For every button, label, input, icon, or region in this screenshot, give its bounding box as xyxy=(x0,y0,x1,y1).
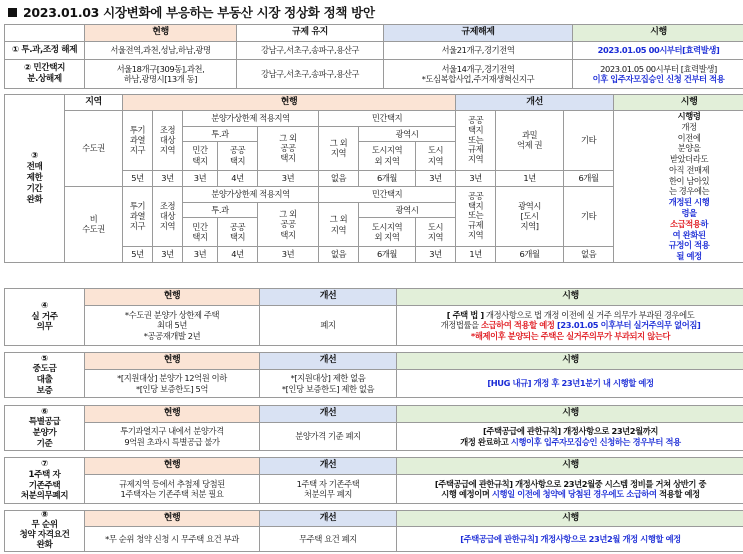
cell: 분양가격 기준 폐지 xyxy=(260,423,397,451)
col-jojeong: 조정 대상 지역 xyxy=(153,186,183,246)
row-label: ⑦ 1주택 자 기존주택 처분의무폐지 xyxy=(5,458,85,504)
cell: 서울전역,과천,성남,하남,광명 xyxy=(85,42,237,60)
cell: *[지원대상] 제한 없음 *[인당 보증한도] 제한 없음 xyxy=(260,370,397,398)
row-label: ⑤ 중도금 대출 보증 xyxy=(5,353,85,398)
cell: 1주택 자 기존주택 처분의무 폐지 xyxy=(260,475,397,504)
col-tugwa: 투기 과열 지구 xyxy=(123,111,153,171)
header-improve: 개선 xyxy=(260,406,397,423)
header-keep: 규제 유지 xyxy=(237,25,384,42)
val: 3년 xyxy=(456,170,496,186)
col-gwangyeok: 광역시 xyxy=(359,203,456,218)
col-gwamil: 과밀 억제 권 xyxy=(496,111,564,171)
col-tu-gwa: 투.과 xyxy=(183,127,258,142)
row-label: ④ 실 거주 의무 xyxy=(5,289,85,346)
header-exec: 시행 xyxy=(397,511,743,527)
header-improve: 개선 xyxy=(260,458,397,475)
cell: [주택공급에 관한규칙] 개정사항으로 23년2월까지 개정 완료하고 시행이후 입주자모집승인 신청하는 경우부터 적용 xyxy=(397,423,743,451)
header-improve: 개선 xyxy=(456,95,614,111)
header-region: 지역 xyxy=(65,95,123,111)
val: 6개월 xyxy=(359,246,416,262)
val: 5년 xyxy=(123,246,153,262)
header-exec: 시행 xyxy=(397,458,743,475)
header-current: 현행 xyxy=(85,406,260,423)
header-improve: 개선 xyxy=(260,511,397,527)
col-gita: 기타 xyxy=(564,186,614,246)
col-dosi-oe: 도시지역 외 지역 xyxy=(359,141,416,170)
cell: [ 주택 법 ] 개정사항으로 법 개정 이전에 실 거주 의무가 부과된 경우에도 개정법률을 소급하여 적용할 예정 [23.01.05 이후부터 실거주의무 없어짐] *해제이후 분양되는 주택은 실거주의무가 부과되지 않는다 xyxy=(397,306,743,346)
cell: 강남구,서초구,송파구,용산구 xyxy=(237,60,384,89)
col-gonggong-taekji: 공공 택지 xyxy=(218,218,258,247)
col-gita: 기타 xyxy=(564,111,614,171)
header-improve: 개선 xyxy=(260,353,397,370)
val: 5년 xyxy=(123,170,153,186)
region-capital: 수도권 xyxy=(65,111,123,187)
col-dosi: 도시 지역 xyxy=(416,218,456,247)
header-current: 현행 xyxy=(85,458,260,475)
val: 4년 xyxy=(218,246,258,262)
cell: 서울21개구,경기전역 xyxy=(384,42,573,60)
col-gwangyeok: 광역시 xyxy=(359,127,456,142)
region-noncapital: 비 수도권 xyxy=(65,186,123,262)
val: 3년 xyxy=(183,170,218,186)
col-mingan: 민간택지 xyxy=(319,186,456,203)
col-gonggong-taekji: 공공 택지 xyxy=(218,141,258,170)
row-label-resale: ③ 전매 제한 기간 완화 xyxy=(5,95,65,263)
col-gwangyeok-dosi: 광역시 [도시 지역] xyxy=(496,186,564,246)
col-mingan-taekji: 민간 택지 xyxy=(183,141,218,170)
col-geuoe-gonggong: 그 외 공공 택지 xyxy=(258,127,319,171)
cell: 강남구,서초구,송파구,용산구 xyxy=(237,42,384,60)
empty-header-cell xyxy=(5,25,85,42)
header-exec: 시행 xyxy=(397,353,743,370)
col-geuoe-region: 그 외 지역 xyxy=(319,203,359,247)
row-label-bunsang: ② 민간택지 분.상해제 xyxy=(5,60,85,89)
header-exec: 시행 xyxy=(397,289,743,306)
header-current: 현행 xyxy=(85,353,260,370)
col-tugwa: 투기 과열 지구 xyxy=(123,186,153,246)
col-dosi: 도시 지역 xyxy=(416,141,456,170)
header-current: 현행 xyxy=(123,95,456,111)
table-resale-restriction xyxy=(4,94,743,263)
cell: [HUG 내규] 개정 후 23년1분기 내 시행할 예정 xyxy=(397,370,743,398)
table-residence-duty xyxy=(4,288,743,346)
col-bunsang: 분양가상한제 적용지역 xyxy=(183,186,319,203)
square-bullet-icon xyxy=(8,8,17,17)
cell: *수도권 분양가 상한제 주택 최대 5년 *공공재개발 2년 xyxy=(85,306,260,346)
header-exec: 시행 xyxy=(573,25,743,42)
cell: *무 순위 청약 신청 시 무주택 요건 부과 xyxy=(85,527,260,552)
cell: 서울18개구[309동],과천, 하남,광명시[13개 동] xyxy=(85,60,237,89)
val: 3년 xyxy=(258,170,319,186)
val: 3년 xyxy=(183,246,218,262)
cell: 폐지 xyxy=(260,306,397,346)
val: 1년 xyxy=(456,246,496,262)
row-label: ⑧ 무 순위 청약 자격요건 완화 xyxy=(5,511,85,552)
col-mingan: 민간택지 xyxy=(319,111,456,127)
table-one-house xyxy=(4,457,743,504)
col-gonggong-gyuje: 공공 택지 또는 규제 지역 xyxy=(456,186,496,246)
col-jojeong: 조정 대상 지역 xyxy=(153,111,183,171)
table-interim-loan xyxy=(4,352,743,398)
val: 3년 xyxy=(153,170,183,186)
val: 1년 xyxy=(496,170,564,186)
cell: 서울14개구,경기전역 *도심복합사업,주거재생혁신지구 xyxy=(384,60,573,89)
val: 6개월 xyxy=(564,170,614,186)
header-current: 현행 xyxy=(85,25,237,42)
page-title: 2023.01.03 시장변화에 부응하는 부동산 시장 정상화 정책 방안 xyxy=(8,3,375,21)
col-dosi-oe: 도시지역 외 지역 xyxy=(359,218,416,247)
header-release: 규제해제 xyxy=(384,25,573,42)
val: 없음 xyxy=(564,246,614,262)
header-current: 현행 xyxy=(85,511,260,527)
val: 3년 xyxy=(416,246,456,262)
cell: *[지원대상] 분양가 12억원 이하 *[인당 보증한도] 5억 xyxy=(85,370,260,398)
table-unranked-subscription xyxy=(4,510,743,552)
cell: 2023.01.05 00시부터[효력발생] xyxy=(573,42,743,60)
header-improve: 개선 xyxy=(260,289,397,306)
header-exec: 시행 xyxy=(614,95,743,111)
exec-note: 시행령 개정 이전에 분양을 받았더라도 아직 전매제 한이 남아있 는 경우에는 개정된 시행 령을 소급적용하 여 완화된 규정이 적용 될 예정 xyxy=(614,111,743,263)
cell: 무주택 요건 폐지 xyxy=(260,527,397,552)
val: 없음 xyxy=(319,170,359,186)
col-geuoe-gonggong: 그 외 공공 택지 xyxy=(258,203,319,247)
header-current: 현행 xyxy=(85,289,260,306)
col-tu-gwa: 투.과 xyxy=(183,203,258,218)
col-mingan-taekji: 민간 택지 xyxy=(183,218,218,247)
val: 없음 xyxy=(319,246,359,262)
val: 3년 xyxy=(258,246,319,262)
val: 3년 xyxy=(416,170,456,186)
table-special-supply xyxy=(4,405,743,451)
cell: 규제지역 등에서 추첨제 당첨된 1주택자는 기존주택 처분 필요 xyxy=(85,475,260,504)
table-regulation-release xyxy=(4,24,743,89)
row-label: ⑥ 특별공급 분양가 기준 xyxy=(5,406,85,451)
cell: 투기과열지구 내에서 분양가격 9억원 초과시 특별공급 불가 xyxy=(85,423,260,451)
val: 4년 xyxy=(218,170,258,186)
cell: [주택공급에 관한규칙] 개정사항으로 23년2월중 시스템 정비를 거쳐 상반기 중 시행 예정이며 시행일 이전에 청약에 당첨된 경우에도 소급하여 적용할 예정 xyxy=(397,475,743,504)
val: 6개월 xyxy=(496,246,564,262)
cell: [주택공급에 관한규칙] 개정사항으로 23년2월 개정 시행할 예정 xyxy=(397,527,743,552)
header-exec: 시행 xyxy=(397,406,743,423)
cell: 2023.01.05 00시부터 [효력발생] 이후 입주자모집승인 신청 건부터 적용 xyxy=(573,60,743,89)
col-gonggong-gyuje: 공공 택지 또는 규제 지역 xyxy=(456,111,496,171)
val: 3년 xyxy=(153,246,183,262)
val: 6개월 xyxy=(359,170,416,186)
row-label-tugwa: ① 투.과,조정 해제 xyxy=(5,42,85,60)
col-bunsang: 분양가상한제 적용지역 xyxy=(183,111,319,127)
col-geuoe-region: 그 외 지역 xyxy=(319,127,359,171)
